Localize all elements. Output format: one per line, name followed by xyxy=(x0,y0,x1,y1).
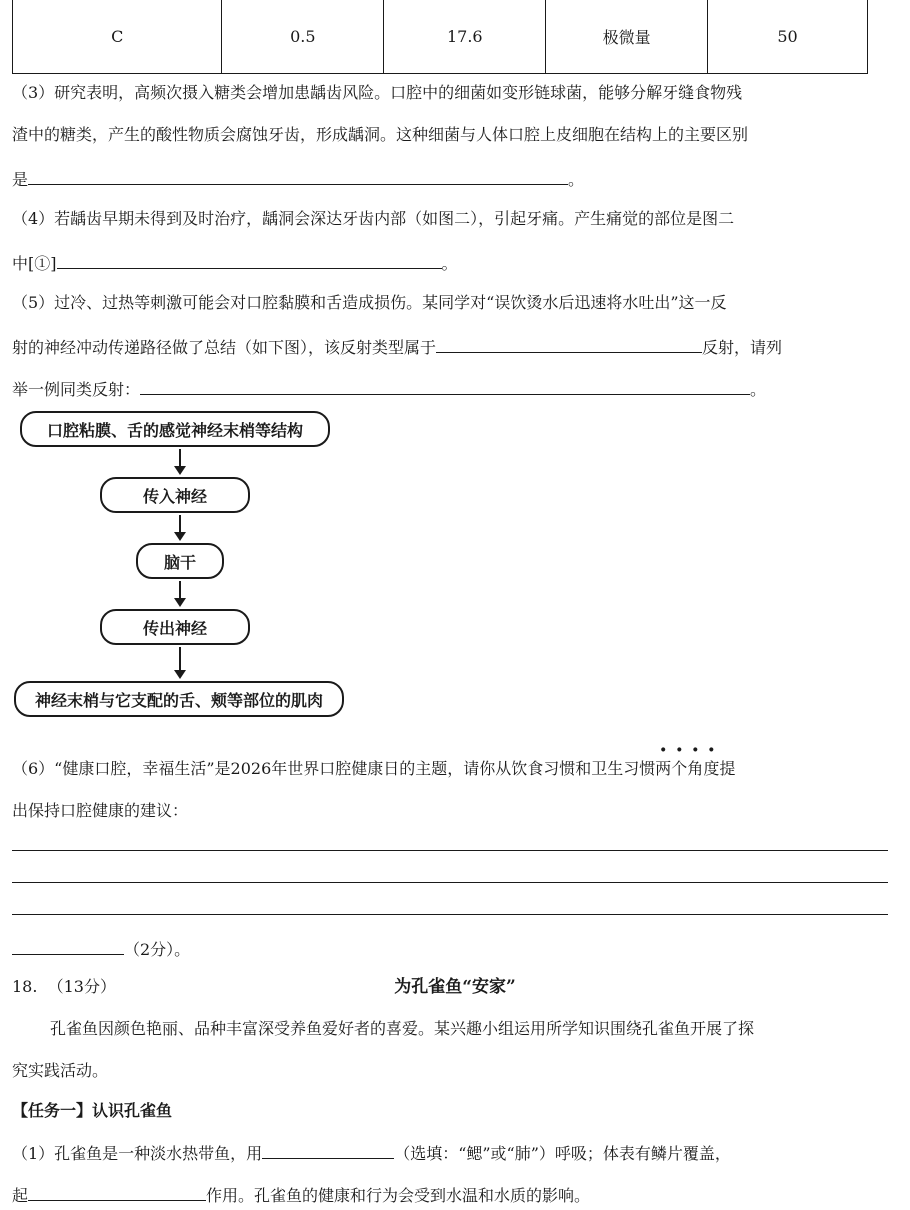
q3-answer-blank[interactable] xyxy=(28,166,568,185)
q6-text-b: 提 xyxy=(719,759,736,778)
q3-prefix: 是 xyxy=(12,170,29,189)
flow-step-afferent: 传入神经 xyxy=(100,477,250,513)
flow-step-effector: 神经末梢与它支配的舌、颊等部位的肌肉 xyxy=(14,681,344,717)
q4-line1: （4）若龋齿早期未得到及时治疗，龋洞会深达牙齿内部（如图二），引起牙痛。产生痛觉的部位是图二 xyxy=(12,209,735,228)
q6-emph-char: 两 xyxy=(655,759,672,778)
q4-prefix: 中[①] xyxy=(12,254,57,273)
q18-p2 xyxy=(12,1182,590,1207)
flow-arrow xyxy=(179,449,181,473)
q18-p1-a: （1）孔雀鱼是一种淡水热带鱼，用 xyxy=(12,1144,263,1163)
q6-emph-char: 度 xyxy=(703,759,720,778)
q3-line2: 渣中的糖类，产生的酸性物质会腐蚀牙齿，形成龋洞。这种细菌与人体口腔上皮细胞在结构上的主要区别 xyxy=(12,125,749,144)
q6-answer-line[interactable] xyxy=(12,850,888,851)
reflex-flowchart xyxy=(0,405,360,735)
q6-emph-char: 个 xyxy=(671,759,688,778)
q18-p1 xyxy=(12,1140,731,1165)
flow-arrow xyxy=(179,647,181,677)
flow-step-efferent: 传出神经 xyxy=(100,609,250,645)
q5-reflex-type-blank[interactable] xyxy=(436,334,702,353)
q4-answer-blank[interactable] xyxy=(57,250,442,269)
q18-intro2: 究实践活动。 xyxy=(12,1061,109,1080)
q5-line3 xyxy=(12,376,766,401)
q5-prefix2: 举一例同类反射： xyxy=(12,380,141,399)
q3-line3 xyxy=(12,166,584,191)
q18-p2-b: 作用。孔雀鱼的健康和行为会受到水温和水质的影响。 xyxy=(206,1186,591,1205)
table-cell: 17.6 xyxy=(384,0,546,74)
q6-score: （2分）。 xyxy=(124,940,191,959)
q18-scale-function-blank[interactable] xyxy=(28,1182,206,1201)
q18-p1-b: （选填：“鳃”或“肺”）呼吸；体表有鳞片覆盖， xyxy=(394,1144,731,1163)
q18-points: （13分） xyxy=(47,977,116,996)
table-cell: 极微量 xyxy=(546,0,708,74)
q5-line1: （5）过冷、过热等刺激可能会对口腔黏膜和舌造成损伤。某同学对“误饮烫水后迅速将水吐出”这一反 xyxy=(12,293,727,312)
q3-line1: （3）研究表明，高频次摄入糖类会增加患龋齿风险。口腔中的细菌如变形链球菌，能够分解牙缝食物残 xyxy=(12,83,743,102)
flow-arrow xyxy=(179,581,181,605)
q5-example-blank[interactable] xyxy=(140,376,750,395)
flow-step-brainstem: 脑干 xyxy=(136,543,224,579)
nutrition-table xyxy=(12,0,868,74)
q18-number: 18. xyxy=(12,977,38,996)
table-cell: C xyxy=(13,0,222,74)
q5-suffix: 反射，请列 xyxy=(702,338,783,357)
q6-emph-char: 角 xyxy=(687,759,704,778)
q4-suffix: 。 xyxy=(441,254,458,273)
q6-answer-line[interactable] xyxy=(12,882,888,883)
flow-arrow xyxy=(179,515,181,539)
flow-step-receptor: 口腔粘膜、舌的感觉神经末梢等结构 xyxy=(20,411,330,447)
task1-heading: 【任务一】认识孔雀鱼 xyxy=(12,1101,173,1120)
q18-p2-a: 起 xyxy=(12,1186,29,1205)
q4-line2 xyxy=(12,250,458,275)
q18-breathing-blank[interactable] xyxy=(262,1140,394,1159)
q6-line2: 出保持口腔健康的建议： xyxy=(12,801,189,820)
q5-suffix2: 。 xyxy=(750,380,767,399)
q18-title: 为孔雀鱼“安家” xyxy=(394,977,516,997)
table-cell: 50 xyxy=(708,0,868,74)
q6-answer-blank[interactable] xyxy=(12,936,124,955)
q6-text-a: （6）“健康口腔，幸福生活”是2026年世界口腔健康日的主题，请你从饮食习惯和卫生习惯 xyxy=(12,759,656,778)
q18-intro1: 孔雀鱼因颜色艳丽、品种丰富深受养鱼爱好者的喜爱。某兴趣小组运用所学知识围绕孔雀鱼开展了探 xyxy=(50,1019,755,1038)
table-row xyxy=(13,0,868,74)
q5-prefix: 射的神经冲动传递路径做了总结（如下图），该反射类型属于 xyxy=(12,338,437,357)
q6-score-line xyxy=(12,936,190,961)
q5-line2 xyxy=(12,334,782,359)
q3-suffix: 。 xyxy=(568,170,585,189)
q6-line1 xyxy=(12,758,735,780)
q6-answer-line[interactable] xyxy=(12,914,888,915)
table-cell: 0.5 xyxy=(222,0,384,74)
